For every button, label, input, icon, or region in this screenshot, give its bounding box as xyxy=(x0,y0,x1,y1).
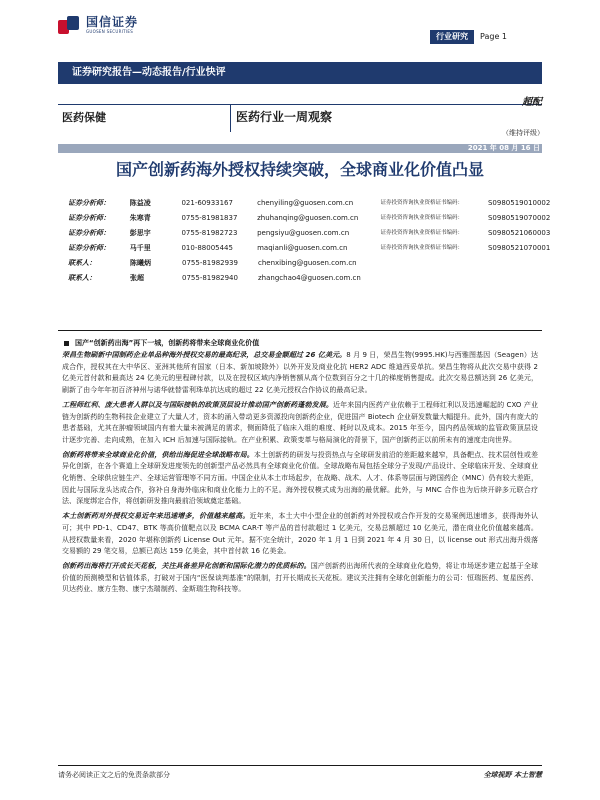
analyst-phone: 021-60933167 xyxy=(181,199,233,207)
contact-role: 联系人： xyxy=(68,274,96,282)
analyst-row xyxy=(68,211,551,226)
summary-heading xyxy=(62,336,538,350)
analyst-role: 证券分析师： xyxy=(68,229,110,237)
analyst-email[interactable]: pengsiyu@guosen.com.cn xyxy=(257,229,350,237)
contact-role: 联系人： xyxy=(68,259,96,267)
analyst-cert-label: 证券投资咨询执业资格证书编码： xyxy=(380,245,464,251)
analyst-role: 证券分析师： xyxy=(68,244,110,252)
contact-email[interactable]: zhangchao4@guosen.com.cn xyxy=(258,274,361,282)
analyst-cert-label: 证券投资咨询执业资格证书编码： xyxy=(380,215,464,221)
page-title: 国产创新药海外授权持续突破，全球商业化价值凸显 xyxy=(115,160,484,179)
rating: 超配 xyxy=(522,97,542,108)
contact-row xyxy=(68,256,548,271)
logo-icon xyxy=(58,14,80,36)
analyst-name: 彭思宇 xyxy=(129,229,151,237)
summary-section xyxy=(62,336,538,599)
logo-text: 国信证券 xyxy=(86,14,139,29)
paragraph xyxy=(62,350,538,397)
contact-name: 张超 xyxy=(130,274,144,282)
paragraph-lead: 本土创新药对外授权交易近年来迅速增多，价值越来越高。 xyxy=(62,512,250,521)
analyst-name: 陈益凌 xyxy=(129,199,151,207)
analyst-cert-number: S0980519070002 xyxy=(487,214,551,222)
summary-heading-text: 国产“创新药出海”再下一城，创新药将带来全球商业化价值 xyxy=(75,339,260,347)
paragraph-body: 本土创新药的研发与投资热点与全球研发前沿的差距越来越窄，具备靶点、技术层创性或差异化创新，在各个赛道上全球研发进度领先的创新型产品必然具有全球商业化价值。全球战略布局包括全球分子发现/产品设计、全球临床开发、全球商业化销售、全球供应链生产、全球运营管理等不同方面。中国企业从本土市场起步，在战略、战术、人才、体系等层面与跨国药企（MNC）仍有较大差距，因此与国际龙头达成合作，弥补自身海外临床和商业化能力上的不足。海外授权模式成为出海的最优解。此外，与 MNC 合作也为后续开辟多元联合疗法、深度绑定合作，将创新研发推向最前沿领域奠定基础。 xyxy=(62,450,538,506)
contact-row xyxy=(68,271,548,286)
report-banner-text: 证券研究报告—动态报告/行业快评 xyxy=(72,67,226,78)
report-type: 医药行业一周观察 xyxy=(236,110,333,124)
footer-divider xyxy=(58,765,542,766)
analyst-name: 马千里 xyxy=(129,244,151,252)
contact-email[interactable]: chenxibing@guosen.com.cn xyxy=(258,259,357,267)
analyst-phone: 010-88005445 xyxy=(181,244,233,252)
report-date: 2021 年 08 月 16 日 xyxy=(467,144,540,152)
paragraph xyxy=(62,511,538,558)
analyst-phone: 0755-81982723 xyxy=(181,229,238,237)
page-number: Page 1 xyxy=(480,32,507,41)
header-tag xyxy=(430,30,513,44)
analyst-cert-label: 证券投资咨询执业资格证书编码： xyxy=(380,230,464,236)
sector-label: 医药保健 xyxy=(62,111,106,124)
category-tag: 行业研究 xyxy=(430,30,474,44)
section-divider xyxy=(58,330,542,331)
square-bullet-icon xyxy=(64,341,69,346)
analyst-name: 朱寒青 xyxy=(129,214,151,222)
analyst-row xyxy=(68,196,551,211)
analyst-row xyxy=(68,241,551,256)
analyst-email[interactable]: chenyiling@guosen.com.cn xyxy=(257,199,354,207)
paragraph xyxy=(62,561,538,596)
contact-phone: 0755-81982939 xyxy=(182,259,238,267)
analyst-cert-number: S0980521070001 xyxy=(487,244,551,252)
company-logo xyxy=(58,14,138,36)
paragraph-lead: 工程师红利、庞大患者人群以及与国际接轨的政策顶层设计推动国产创新药蓬勃发展。 xyxy=(62,400,334,409)
analyst-cert-label: 证券投资咨询执业资格证书编码： xyxy=(380,200,464,206)
contact-phone: 0755-81982940 xyxy=(182,274,238,282)
disclaimer-note: 请务必阅读正文之后的免责条款部分 xyxy=(58,771,170,779)
analyst-phone: 0755-81981837 xyxy=(181,214,238,222)
paragraph-lead: 创新药将带来全球商业化价值，供给出海促进全球战略布局。 xyxy=(62,450,254,459)
paragraph-body: 近年来国内医药产业依赖于工程师红利以及迅速崛起的 CXO 产业链为创新药的生物科技企业建立了大量人才，资本的涌入带动更多资源投向创新药企业，促进国产 Biotech 企业研发数量大幅提升。此外，国内有庞大的患者基础，尤其在肿瘤领域国内有着大量未被满足的需求，侧面降低了临床入组的难度、耗时以及成本。2015 年至今，国内药品领域的监管政策顶层设计逐步完善、走向成熟，在加入 ICH 后加速与国际接轨。在产业积累、政策变革与格局演化的背景下，国产创新药正以前所未有的速度走向世界。 xyxy=(62,400,538,444)
analyst-list xyxy=(68,196,551,286)
sector-divider xyxy=(230,104,231,132)
analyst-cert-number: S0980521060003 xyxy=(487,229,551,237)
analyst-cert-number: S0980519010002 xyxy=(487,199,551,207)
rating-note: （维持评级） xyxy=(502,129,544,137)
logo-english-text: GUOSEN SECURITIES xyxy=(86,28,134,34)
analyst-row xyxy=(68,226,551,241)
paragraph-body: 8 月 9 日，荣昌生物(9995.HK)与西雅图基因（Seagen）达成合作，授权其在大中华区、亚洲其他所有国家（日本、新加坡除外）以外开发及商业化抗 HER2 ADC 维迪西妥单抗。荣昌生物将从此次交易中获得 2 亿美元首付款和最高达 24 亿美元的里程碑付款，以及在授权区域内净销售额从高个位数到百分之十几的梯度销售提成。此次交易总额达到 26 亿美元，刷新了由今年年初百济神州与诺华就替雷利珠单抗达成的超过 22 亿美元授权合作协议的最高记录。 xyxy=(62,351,539,395)
paragraph-lead: 创新药出海将打开成长天花板，关注具备差异化创新和国际化潜力的优质标的。 xyxy=(62,561,311,570)
paragraph-lead: 荣昌生物刷新中国制药企业单品种海外授权交易的最高纪录，总交易金额超过 26 亿美元。 xyxy=(62,351,347,359)
paragraph xyxy=(62,400,538,447)
analyst-email[interactable]: maqianli@guosen.com.cn xyxy=(257,244,348,252)
paragraph-body: 近年来，本土大中小型企业的创新药对外授权或合作开发的交易案例迅速增多，获得海外认可；其中 PD-1、CD47、BTK 等高价值靶点以及 BCMA CAR-T 等产品的首付款超过 1 亿美元，交易总额超过 10 亿美元，潜在商业化价值越来越高。从授权数量来看，2020 年堪称创新药 License Out 元年。据不完全统计，2020 年 1 月 1 日到 2021 年 4 月 30 日，以 license out 形式出海升级落交易额的 29 笔交易，总额已高达 159 亿美金，其中首付款 16 亿美金。 xyxy=(62,512,538,556)
analyst-role: 证券分析师： xyxy=(68,199,110,207)
paragraph xyxy=(62,450,538,509)
contact-name: 陈曦炳 xyxy=(130,259,151,267)
analyst-email[interactable]: zhuhanqing@guosen.com.cn xyxy=(257,214,359,222)
analyst-role: 证券分析师： xyxy=(68,214,110,222)
footer-slogan: 全球视野 本土智慧 xyxy=(483,771,542,779)
paragraph-body: 国产创新药出海所代表的全球商业化趋势，将让市场逐步建立起基于全球价值的预测模型和估值体系，打破对于国内“医保谈判基准”的限制，打开长期成长天花板。建议关注拥有全球化创新能力的公司：恒瑞医药、复星医药、贝达药业、康方生物、康宁杰瑞制药、金斯瑞生物科技等。 xyxy=(62,561,538,594)
